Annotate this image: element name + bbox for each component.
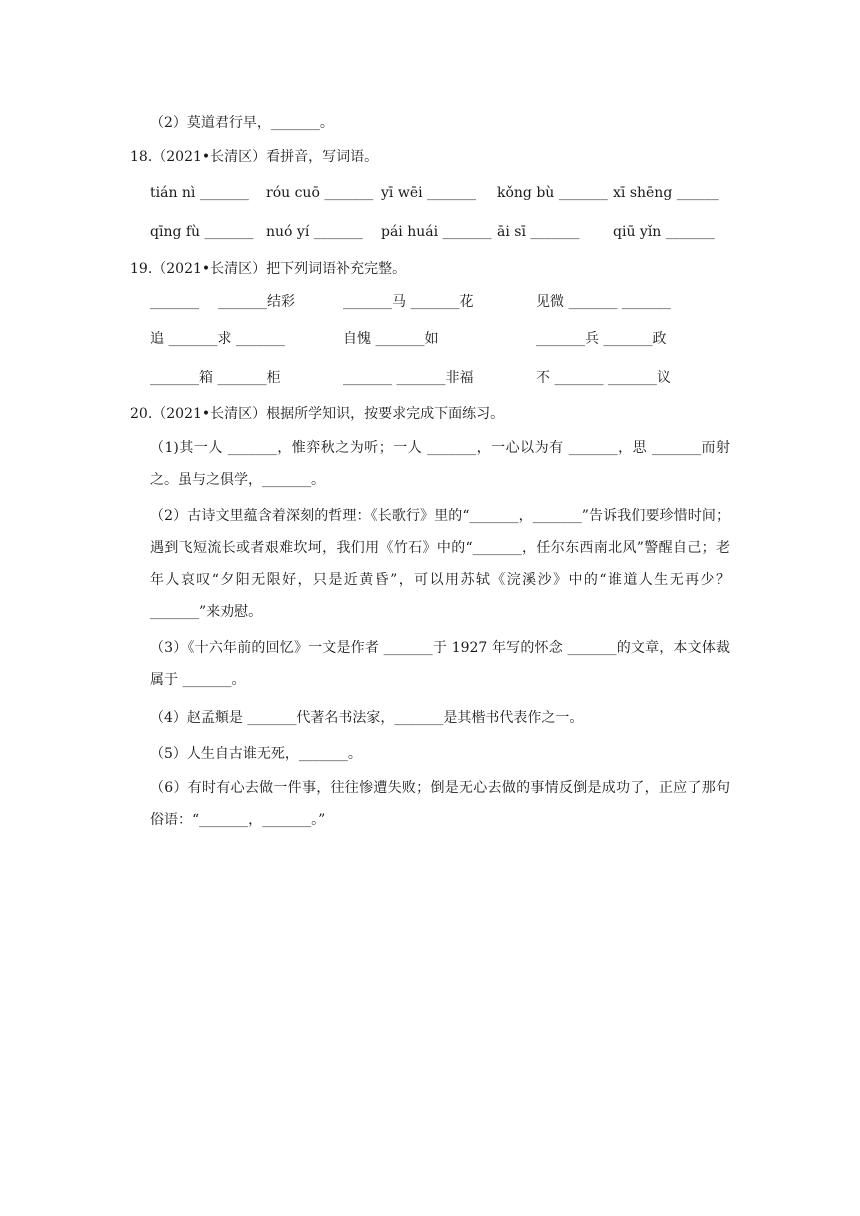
q20-item-3: （3）《十六年前的回忆》一文是作者 _______于 1927 年写的怀念 _______的文章，本文体裁属于 _______。 <box>150 640 730 688</box>
idiom-item: _______结彩 <box>218 294 295 310</box>
idiom-item: _______ _______非福 <box>343 370 474 386</box>
pinyin-item: qiū yǐn _______ <box>613 224 715 240</box>
idiom-item: 不 _______ _______议 <box>536 370 671 386</box>
idiom-item: _______兵 _______政 <box>536 331 667 347</box>
q20-item-4: （4）赵孟頫是 _______代著名书法家，_______是其楷书代表作之一。 <box>150 710 584 726</box>
pinyin-item: xī shēng ______ <box>613 185 719 201</box>
idiom-item: _______箱 _______柜 <box>150 370 281 386</box>
idiom-item: _______ <box>150 294 199 310</box>
pinyin-item: kǒng bù _______ <box>497 185 608 201</box>
pinyin-item: yī wēi _______ <box>381 185 477 201</box>
pinyin-item: nuó yí _______ <box>266 224 363 240</box>
pinyin-item: róu cuō _______ <box>266 185 374 201</box>
idiom-item: 见微 _______ _______ <box>536 294 671 310</box>
q17-item-2: （2）莫道君行早，_______。 <box>150 115 334 131</box>
q19-header: 19.（2021•长清区）把下列词语补充完整。 <box>130 261 407 277</box>
q20-item-5: （5）人生自古谁无死，_______。 <box>150 746 362 762</box>
idiom-item: _______马 _______花 <box>343 294 474 310</box>
q20-header: 20.（2021•长清区）根据所学知识，按要求完成下面练习。 <box>130 406 505 422</box>
pinyin-item: qīng fù _______ <box>150 224 254 240</box>
idiom-item: 自愧 _______如 <box>343 331 439 347</box>
q20-item-2: （2）古诗文里蕴含着深刻的哲理：《长歌行》里的“_______，_______”告诉我们要珍惜时间；遇到飞短流长或者艰难坎坷，我们用《竹石》中的“_______，任尔东西南北风”警醒自己；老年人哀叹“夕阳无限好，只是近黄昏”，可以用苏轼《浣溪沙》中的“谁道人生无再少？_______”来劝慰。 <box>150 508 730 620</box>
pinyin-item: pái huái _______ <box>381 224 492 240</box>
idiom-item: 追 _______求 _______ <box>150 331 285 347</box>
q20-item-1: （1)其一人 _______，惟弈秋之为听；一人 _______，一心以为有 _______，思 _______而射之。虽与之俱学，_______。 <box>150 440 730 488</box>
pinyin-item: āi sī _______ <box>497 224 580 240</box>
q18-header: 18.（2021•长清区）看拼音，写词语。 <box>130 149 379 165</box>
q20-item-6: （6）有时有心去做一件事，往往惨遭失败；倒是无心去做的事情反倒是成功了，正应了那句俗语：“_______，_______。” <box>150 780 730 828</box>
pinyin-item: tián nì _______ <box>150 185 249 201</box>
